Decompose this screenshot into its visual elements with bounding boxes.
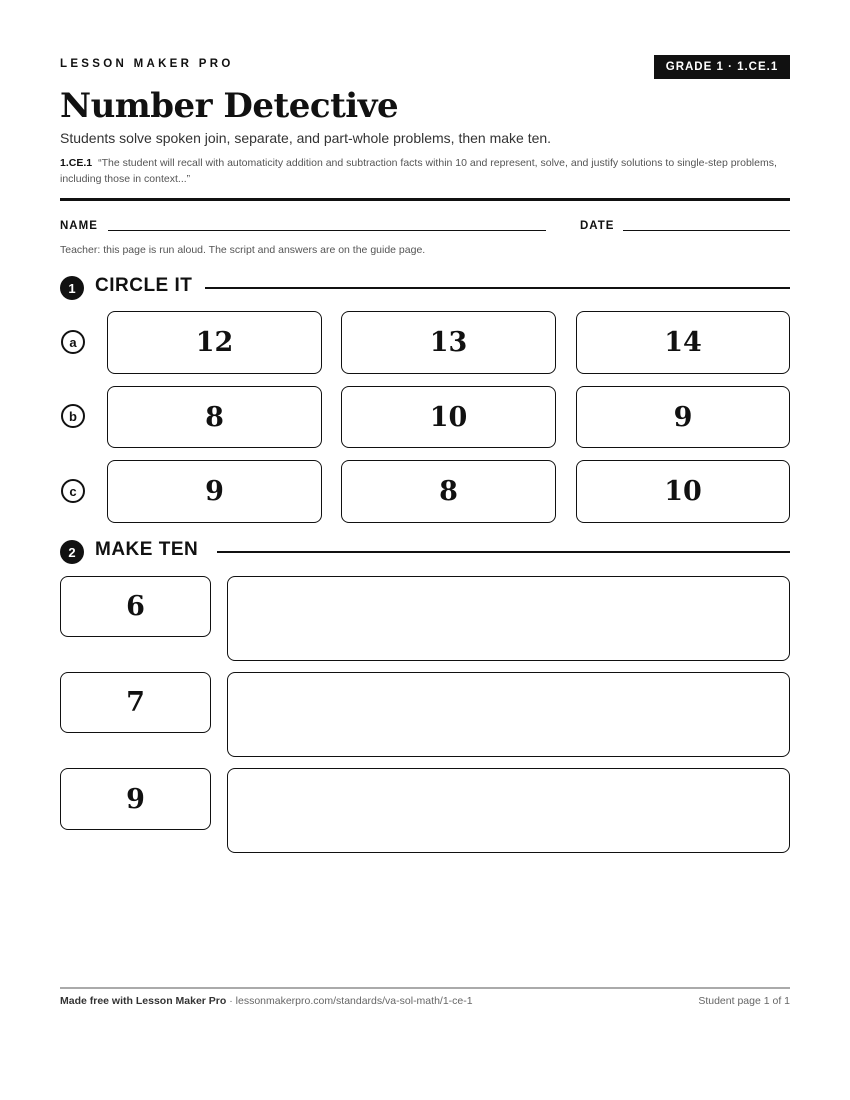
choice-c-3[interactable]: 10 (576, 460, 790, 523)
row-b-letter: b (61, 404, 85, 428)
header-rule (60, 198, 790, 201)
footer-page-number: Student page 1 of 1 (698, 995, 790, 1007)
section-1-rule (205, 287, 790, 289)
section-2-number: 2 (60, 540, 84, 564)
grade-badge: GRADE 1 · 1.CE.1 (654, 55, 790, 79)
standard-text: “The student will recall with automaticity addition and subtraction facts within 10 and represent, solve, and justify solutions to single-step problems, including those in context...” (60, 157, 777, 185)
brand-name: LESSON MAKER PRO (60, 58, 234, 70)
footer-url[interactable]: lessonmakerpro.com/standards/va-sol-math/1-ce-1 (235, 995, 473, 1007)
section-1-title: CIRCLE IT (95, 275, 193, 296)
standard-description (60, 155, 800, 187)
section-1-number: 1 (60, 276, 84, 300)
standard-code: 1.CE.1 (60, 157, 93, 169)
date-field[interactable] (623, 230, 790, 231)
date-label: DATE (580, 220, 615, 232)
choice-a-1[interactable]: 12 (107, 311, 322, 374)
teacher-note: Teacher: this page is run aloud. The script and answers are on the guide page. (60, 244, 426, 256)
make-ten-number-3: 9 (60, 768, 211, 830)
row-a-letter: a (61, 330, 85, 354)
choice-a-2[interactable]: 13 (341, 311, 556, 374)
footer-credit (60, 995, 473, 1007)
choice-c-2[interactable]: 8 (341, 460, 556, 523)
make-ten-answer-box-3[interactable] (227, 768, 790, 853)
footer-made-with: Made free with Lesson Maker Pro (60, 995, 227, 1007)
page-subtitle: Students solve spoken join, separate, and part-whole problems, then make ten. (60, 130, 552, 146)
choice-b-2[interactable]: 10 (341, 386, 556, 448)
name-field[interactable] (108, 230, 546, 231)
choice-b-1[interactable]: 8 (107, 386, 322, 448)
section-2-title: MAKE TEN (95, 539, 199, 560)
name-label: NAME (60, 220, 98, 232)
row-c-letter: c (61, 479, 85, 503)
make-ten-number-2: 7 (60, 672, 211, 733)
page-title: Number Detective (60, 86, 399, 126)
make-ten-number-1: 6 (60, 576, 211, 637)
make-ten-answer-box-2[interactable] (227, 672, 790, 757)
section-2-rule (217, 551, 790, 553)
choice-a-3[interactable]: 14 (576, 311, 790, 374)
footer-rule (60, 987, 790, 989)
choice-c-1[interactable]: 9 (107, 460, 322, 523)
make-ten-answer-box-1[interactable] (227, 576, 790, 661)
choice-b-3[interactable]: 9 (576, 386, 790, 448)
footer-separator: · (226, 995, 236, 1007)
